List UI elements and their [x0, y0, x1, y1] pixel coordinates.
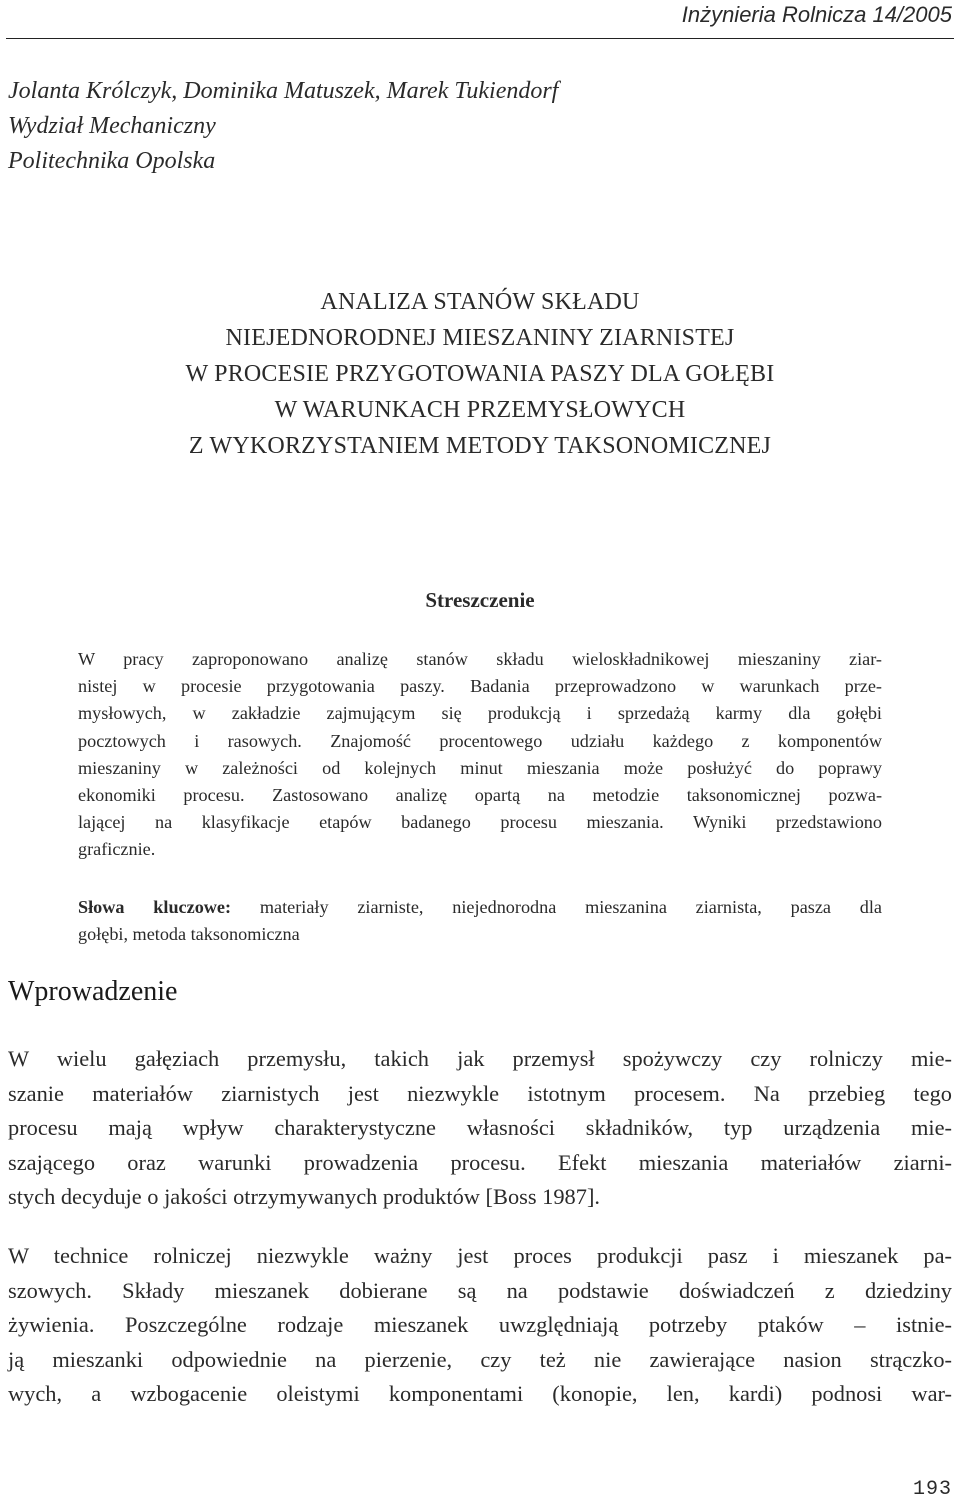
abstract-line: lającej na klasyfikacje etapów badanego procesu mieszania. Wyniki przedstawiono [78, 812, 882, 833]
header-rule [6, 38, 954, 39]
page-number: 193 [912, 1478, 952, 1501]
title-line: Z WYKORZYSTANIEM METODY TAKSONOMICZNEJ [188, 433, 772, 459]
paragraph-line: szowych. Składy mieszanek dobierane są na podstawie doświadczeń z dziedziny [8, 1277, 952, 1303]
authors-block [8, 74, 558, 179]
paragraph-line: żywienia. Poszczególne rodzaje mieszanek uwzględniają potrzeby ptaków – istnie- [8, 1312, 952, 1338]
keywords-block [78, 894, 882, 948]
keywords-label: Słowa kluczowe: [78, 897, 232, 917]
title-line: W PROCESIE PRZYGOTOWANIA PASZY DLA GOŁĘBI [185, 361, 775, 387]
abstract-text [78, 646, 882, 864]
abstract-line: ekonomiki procesu. Zastosowano analizę opartą na metodzie taksonomicznej pozwa- [78, 785, 882, 806]
abstract-line: nistej w procesie przygotowania paszy. Badania przeprowadzono w warunkach prze- [78, 676, 882, 697]
abstract-line: graficznie. [78, 839, 156, 860]
paragraph-line: szającego oraz warunki prowadzenia procesu. Efekt mieszania materiałów ziarni- [8, 1149, 952, 1175]
author-names: Jolanta Królczyk, Dominika Matuszek, Marek Tukiendorf [8, 78, 559, 104]
abstract-line: mieszaniny w zależności od kolejnych minut mieszania może posłużyć do poprawy [78, 757, 882, 778]
author-university: Politechnika Opolska [8, 148, 216, 174]
keywords-text: materiały ziarniste, niejednorodna mieszanina ziarnista, pasza dla [259, 897, 883, 917]
paragraph-line: wych, a wzbogacenie oleistymi komponentami (konopie, len, kardi) podnosi war- [8, 1381, 952, 1407]
paragraph-line: szanie materiałów ziarnistych jest niezwykle istotnym procesem. Na przebieg tego [8, 1080, 952, 1106]
journal-header: Inżynieria Rolnicza 14/2005 [681, 2, 952, 27]
introduction-paragraph-2 [8, 1239, 952, 1412]
title-line: NIEJEDNORODNEJ MIESZANINY ZIARNISTEJ [225, 325, 735, 351]
paragraph-line: W technice rolniczej niezwykle ważny jest proces produkcji pasz i mieszanek pa- [8, 1243, 952, 1268]
keywords-line [78, 894, 882, 921]
keywords-line: gołębi, metoda taksonomiczna [78, 924, 300, 945]
section-heading-introduction: Wprowadzenie [8, 976, 178, 1007]
abstract-line: W pracy zaproponowano analizę stanów składu wieloskładnikowej mieszaniny ziar- [78, 649, 882, 669]
title-line: W WARUNKACH PRZEMYSŁOWYCH [274, 397, 686, 423]
introduction-paragraph-1 [8, 1042, 952, 1215]
abstract-line: mysłowych, w zakładzie zajmującym się produkcją i sprzedażą karmy dla gołębi [78, 703, 882, 724]
paper-title [0, 284, 960, 464]
paragraph-line: W wielu gałęziach przemysłu, takich jak przemysł spożywczy czy rolniczy mie- [8, 1046, 952, 1071]
paragraph-line: procesu mają wpływ charakterystyczne własności składników, typ urządzenia mie- [8, 1115, 952, 1141]
paragraph-line: stych decyduje o jakości otrzymywanych produktów [Boss 1987]. [8, 1184, 600, 1210]
title-line: ANALIZA STANÓW SKŁADU [320, 289, 640, 315]
author-department: Wydział Mechaniczny [8, 113, 216, 139]
abstract-line: pocztowych i rasowych. Znajomość procentowego udziału każdego z komponentów [78, 730, 882, 751]
abstract-heading: Streszczenie [425, 588, 535, 612]
paragraph-line: ją mieszanki odpowiednie na pierzenie, czy też nie zawierające nasion strączko- [8, 1346, 952, 1372]
